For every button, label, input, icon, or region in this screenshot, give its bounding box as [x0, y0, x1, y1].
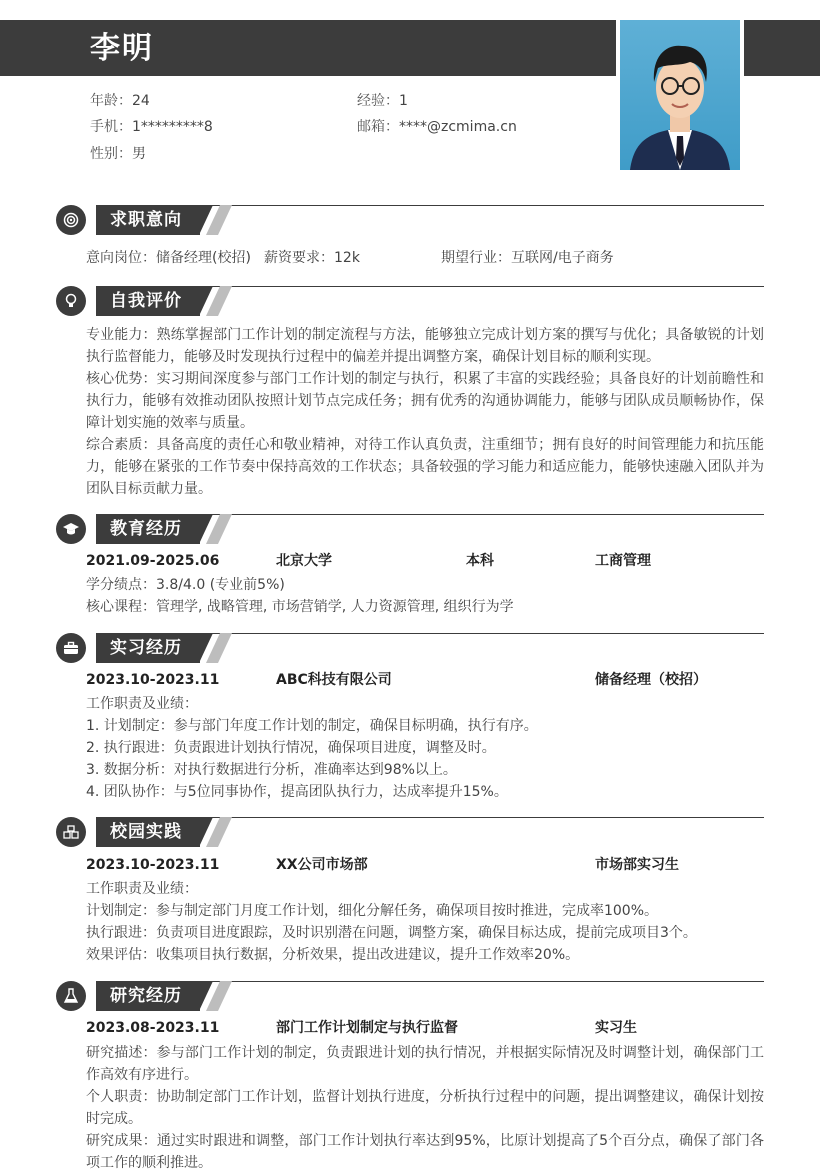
team-icon — [56, 817, 86, 847]
email-label: 邮箱： — [357, 119, 399, 135]
age-row — [90, 91, 150, 111]
portrait-icon — [620, 20, 740, 170]
candidate-name: 李明 — [90, 31, 154, 66]
evaluation-paragraph: 专业能力：熟练掌握部门工作计划的制定流程与方法，能够独立完成计划方案的撰写与优化；具备敏锐的计划执行监督能力，能够及时发现执行过程中的偏差并提出调整方案，确保计划目标的顺利实现。 — [86, 327, 764, 365]
evaluation-paragraph: 核心优势：实习期间深度参与部门工作计划的制定与执行，积累了丰富的实践经验；具备良好的计划前瞻性和执行力，能够有效推动团队按照计划节点完成任务；拥有优秀的沟通协调能力，能够与团队成员顺畅协作，保障计划实施的效率与质量。 — [86, 371, 764, 431]
section-header-intent — [56, 205, 764, 235]
education-line: 学分绩点：3.8/4.0 (专业前5%) — [86, 577, 285, 593]
gender-row — [90, 144, 146, 164]
research-paragraph: 研究描述：参与部门工作计划的制定，负责跟进计划的执行情况，并根据实际情况及时调整计划，确保部门工作高效有序进行。 — [86, 1045, 764, 1083]
email-row — [357, 117, 517, 137]
age-value: 24 — [132, 93, 150, 109]
section-header-internship — [56, 633, 764, 663]
briefcase-icon — [56, 633, 86, 663]
section-header-campus — [56, 817, 764, 847]
target-icon — [56, 205, 86, 235]
section-title: 研究经历 — [110, 986, 182, 1006]
research-paragraph: 个人职责：协助制定部门工作计划，监督计划执行进度，分析执行过程中的问题，提出调整建议，确保计划按时完成。 — [86, 1089, 764, 1127]
education-major: 工商管理 — [595, 553, 651, 569]
section-title: 求职意向 — [110, 210, 182, 230]
intent-position: 意向岗位：储备经理(校招) — [86, 250, 251, 266]
phone-value: 1*********8 — [132, 119, 213, 135]
lightbulb-icon — [56, 286, 86, 316]
education-line: 核心课程：管理学, 战略管理, 市场营销学, 人力资源管理, 组织行为学 — [86, 599, 514, 615]
section-header-education — [56, 514, 764, 544]
graduation-cap-icon — [56, 514, 86, 544]
section-title: 校园实践 — [110, 822, 182, 842]
email-value: ****@zcmima.cn — [399, 119, 517, 135]
internship-company: ABC科技有限公司 — [276, 672, 392, 688]
section-title: 实习经历 — [110, 638, 182, 658]
internship-line: 4. 团队协作：与5位同事协作，提高团队执行力，达成率提升15%。 — [86, 784, 508, 800]
campus-line: 效果评估：收集项目执行数据，分析效果，提出改进建议，提升工作效率20%。 — [86, 947, 580, 963]
age-label: 年龄： — [90, 93, 132, 109]
campus-line: 执行跟进：负责项目进度跟踪，及时识别潜在问题，调整方案，确保目标达成，提前完成项目3个。 — [86, 925, 697, 941]
internship-line: 3. 数据分析：对执行数据进行分析，准确率达到98%以上。 — [86, 762, 457, 778]
section-header-evaluation — [56, 286, 764, 316]
research-role: 实习生 — [595, 1020, 637, 1036]
campus-line: 工作职责及业绩： — [86, 881, 198, 897]
education-date: 2021.09-2025.06 — [86, 553, 220, 569]
intent-salary: 薪资要求：12k — [264, 250, 360, 266]
education-degree: 本科 — [466, 553, 494, 569]
experience-row — [357, 91, 408, 111]
experience-label: 经验： — [357, 93, 399, 109]
phone-label: 手机： — [90, 119, 132, 135]
research-paragraph: 研究成果：通过实时跟进和调整，部门工作计划执行率达到95%，比原计划提高了5个百分点，确保了部门各项工作的顺利推进。 — [86, 1133, 764, 1171]
gender-value: 男 — [132, 146, 146, 162]
experience-value: 1 — [399, 93, 408, 109]
research-project: 部门工作计划制定与执行监督 — [276, 1020, 458, 1036]
gender-label: 性别： — [90, 146, 132, 162]
internship-line: 1. 计划制定：参与部门年度工作计划的制定，确保目标明确，执行有序。 — [86, 718, 538, 734]
internship-role: 储备经理（校招） — [595, 672, 707, 688]
flask-icon — [56, 981, 86, 1011]
internship-line: 工作职责及业绩： — [86, 696, 198, 712]
campus-org: XX公司市场部 — [276, 857, 368, 873]
campus-line: 计划制定：参与制定部门月度工作计划，细化分解任务，确保项目按时推进，完成率100%。 — [86, 903, 659, 919]
section-title: 教育经历 — [110, 519, 182, 539]
campus-role: 市场部实习生 — [595, 857, 679, 873]
intent-industry: 期望行业：互联网/电子商务 — [441, 250, 614, 266]
internship-line: 2. 执行跟进：负责跟进计划执行情况，确保项目进度，调整及时。 — [86, 740, 496, 756]
campus-date: 2023.10-2023.11 — [86, 857, 220, 873]
header-band-right — [744, 20, 820, 76]
internship-date: 2023.10-2023.11 — [86, 672, 220, 688]
section-title: 自我评价 — [110, 291, 182, 311]
section-header-research — [56, 981, 764, 1011]
evaluation-paragraph: 综合素质：具备高度的责任心和敬业精神，对待工作认真负责，注重细节；拥有良好的时间管理能力和抗压能力，能够在紧张的工作节奏中保持高效的工作状态；具备较强的学习能力和适应能力，能够快速融入团队并为团队目标贡献力量。 — [86, 437, 764, 497]
profile-photo — [620, 20, 740, 170]
education-school: 北京大学 — [276, 553, 332, 569]
phone-row — [90, 117, 213, 137]
research-date: 2023.08-2023.11 — [86, 1020, 220, 1036]
